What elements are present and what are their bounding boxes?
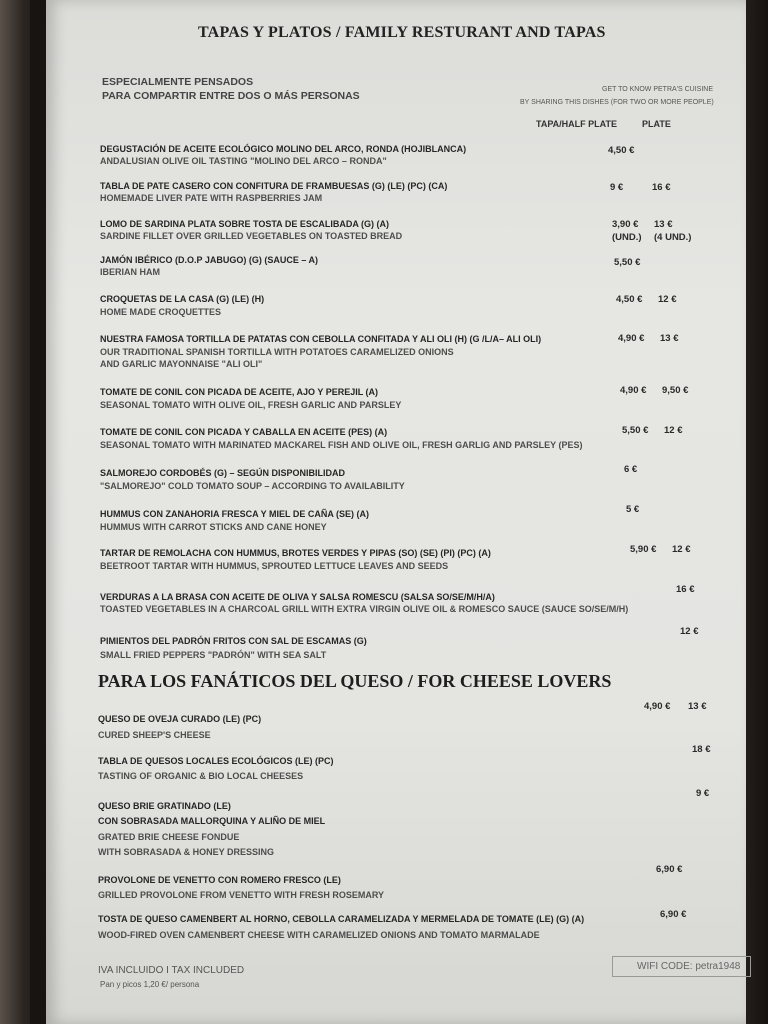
price-tapa: 4,50 €: [616, 294, 643, 305]
menu-note-2: BY SHARING THIS DISHES (FOR TWO OR MORE PEOPLE): [520, 99, 714, 106]
dish-name-es: QUESO DE OVEJA CURADO (LE) (PC): [98, 714, 262, 724]
column-header-tapa: TAPA/HALF PLATE: [536, 119, 617, 129]
price-plate: 12 €: [664, 425, 683, 436]
dish-name-en: SEASONAL TOMATO WITH MARINATED MACKAREL FISH AND OLIVE OIL, FRESH GARLIG AND PARSLEY (PES): [100, 440, 583, 450]
price-tapa: 6,90 €: [656, 864, 683, 875]
dish-name-es: TABLA DE PATE CASERO CON CONFITURA DE FRAMBUESAS (G) (LE) (PC) (CA): [100, 181, 448, 191]
dish-name-en: HOME MADE CROQUETTES: [100, 307, 222, 317]
price-plate: 13 €: [654, 219, 673, 230]
dish-name-es: VERDURAS A LA BRASA CON ACEITE DE OLIVA Y SALSA ROMESCU (SALSA SO/SE/M/H/A): [100, 592, 495, 602]
dish-name-es: HUMMUS CON ZANAHORIA FRESCA Y MIEL DE CAÑA (SE) (A): [100, 509, 370, 519]
dish-name-es: PROVOLONE DE VENETTO CON ROMERO FRESCO (LE): [98, 875, 341, 885]
dish-name-es: DEGUSTACIÓN DE ACEITE ECOLÓGICO MOLINO DEL ARCO, RONDA (HOJIBLANCA): [100, 144, 467, 154]
dish-name-en: GRATED BRIE CHEESE FONDUE: [98, 832, 240, 842]
dish-name-en-2: AND GARLIC MAYONNAISE "ALI OLI": [100, 359, 263, 369]
dish-name-en: BEETROOT TARTAR WITH HUMMUS, SPROUTED LETTUCE LEAVES AND SEEDS: [100, 561, 449, 571]
dish-name-en: ANDALUSIAN OLIVE OIL TASTING "MOLINO DEL ARCO – RONDA": [100, 156, 387, 166]
price-tapa: 3,90 €: [612, 219, 639, 230]
dish-name-en: HUMMUS WITH CARROT STICKS AND CANE HONEY: [100, 522, 327, 532]
price-tapa: 4,50 €: [608, 145, 635, 156]
dish-name-es: PIMIENTOS DEL PADRÓN FRITOS CON SAL DE ESCAMAS (G): [100, 636, 367, 646]
dish-name-en: TOASTED VEGETABLES IN A CHARCOAL GRILL WITH EXTRA VIRGIN OLIVE OIL & ROMESCO SAUCE (SAUCE SO/SE/M/H): [100, 604, 629, 614]
dish-name-es: TOSTA DE QUESO CAMENBERT AL HORNO, CEBOLLA CARAMELIZADA Y MERMELADA DE TOMATE (LE) (G) (A): [98, 914, 585, 924]
price-tapa: 9 €: [610, 182, 624, 193]
dish-name-es: TOMATE DE CONIL CON PICADA DE ACEITE, AJO Y PEREJIL (A): [100, 387, 379, 397]
dish-name-es: TARTAR DE REMOLACHA CON HUMMUS, BROTES VERDES Y PIPAS (SO) (SE) (PI) (PC) (A): [100, 548, 491, 558]
price-plate: 12 €: [680, 626, 699, 637]
dish-name-en-2: WITH SOBRASADA & HONEY DRESSING: [98, 847, 275, 857]
price-tapa-unit: (UND.): [612, 232, 642, 243]
menu-subtitle-1: ESPECIALMENTE PENSADOS: [102, 76, 254, 88]
dish-name-en: "SALMOREJO" COLD TOMATO SOUP – ACCORDING TO AVAILABILITY: [100, 481, 405, 491]
dish-name-es: TABLA DE QUESOS LOCALES ECOLÓGICOS (LE) (PC): [98, 756, 334, 766]
dish-name-es: SALMOREJO CORDOBÉS (G) – SEGÚN DISPONIBILIDAD: [100, 468, 346, 478]
bread-note: Pan y picos 1,20 €/ persona: [100, 980, 200, 989]
price-plate: 12 €: [658, 294, 677, 305]
dish-name-en: HOMEMADE LIVER PATE WITH RASPBERRIES JAM: [100, 193, 323, 203]
column-header-plate: PLATE: [642, 119, 671, 129]
dish-name-en: WOOD-FIRED OVEN CAMENBERT CHEESE WITH CARAMELIZED ONIONS AND TOMATO MARMALADE: [98, 930, 540, 940]
price-plate: 9 €: [696, 788, 710, 799]
price-tapa: 4,90 €: [620, 385, 647, 396]
price-plate: 18 €: [692, 744, 711, 755]
dish-name-es: CROQUETAS DE LA CASA (G) (LE) (H): [100, 294, 265, 304]
price-tapa: 5 €: [626, 504, 640, 515]
dish-name-en: CURED SHEEP'S CHEESE: [98, 730, 211, 740]
price-plate: 9,50 €: [662, 385, 689, 396]
tax-note: IVA INCLUIDO I TAX INCLUDED: [98, 965, 245, 976]
price-tapa: 4,90 €: [644, 701, 671, 712]
price-plate-unit: (4 UND.): [654, 232, 692, 243]
cheese-section-title: PARA LOS FANÁTICOS DEL QUESO / FOR CHEESE LOVERS: [98, 671, 612, 691]
dish-name-en: SEASONAL TOMATO WITH OLIVE OIL, FRESH GARLIC AND PARSLEY: [100, 400, 402, 410]
price-tapa: 6,90 €: [660, 909, 687, 920]
dish-name-en: TASTING OF ORGANIC & BIO LOCAL CHEESES: [98, 771, 304, 781]
price-tapa: 5,90 €: [630, 544, 657, 555]
price-plate: 16 €: [676, 584, 695, 595]
dish-name-es: LOMO DE SARDINA PLATA SOBRE TOSTA DE ESCALIBADA (G) (A): [100, 219, 389, 229]
menu-page: [46, 0, 746, 1024]
dish-name-en: OUR TRADITIONAL SPANISH TORTILLA WITH POTATOES CARAMELIZED ONIONS: [100, 347, 454, 357]
price-tapa: 6 €: [624, 464, 638, 475]
price-tapa: 5,50 €: [614, 257, 641, 268]
dish-name-es: TOMATE DE CONIL CON PICADA Y CABALLA EN ACEITE (PES) (A): [100, 427, 388, 437]
dish-name-en: SMALL FRIED PEPPERS "PADRÓN" WITH SEA SALT: [100, 650, 327, 660]
menu-subtitle-2: PARA COMPARTIR ENTRE DOS O MÁS PERSONAS: [102, 90, 360, 102]
wifi-code-box: WIFI CODE: petra1948: [612, 956, 751, 977]
dish-name-es: QUESO BRIE GRATINADO (LE): [98, 801, 231, 811]
dish-name-en: GRILLED PROVOLONE FROM VENETTO WITH FRESH ROSEMARY: [98, 890, 385, 900]
price-plate: 12 €: [672, 544, 691, 555]
menu-note-1: GET TO KNOW PETRA'S CUISINE: [602, 86, 714, 93]
dish-name-en: IBERIAN HAM: [100, 267, 160, 277]
dish-name-es: NUESTRA FAMOSA TORTILLA DE PATATAS CON CEBOLLA CONFITADA Y ALI OLI (H) (G /L/A– ALI OLI): [100, 334, 542, 344]
price-tapa: 4,90 €: [618, 333, 645, 344]
menu-title: TAPAS Y PLATOS / FAMILY RESTURANT AND TAPAS: [198, 24, 606, 41]
dish-name-es: JAMÓN IBÉRICO (D.O.P JABUGO) (G) (SAUCE – A): [100, 255, 319, 265]
price-plate: 13 €: [688, 701, 707, 712]
price-plate: 13 €: [660, 333, 679, 344]
dish-name-en: SARDINE FILLET OVER GRILLED VEGETABLES ON TOASTED BREAD: [100, 231, 403, 241]
price-tapa: 5,50 €: [622, 425, 649, 436]
dish-name-es-2: CON SOBRASADA MALLORQUINA Y ALIÑO DE MIEL: [98, 816, 326, 826]
price-plate: 16 €: [652, 182, 671, 193]
